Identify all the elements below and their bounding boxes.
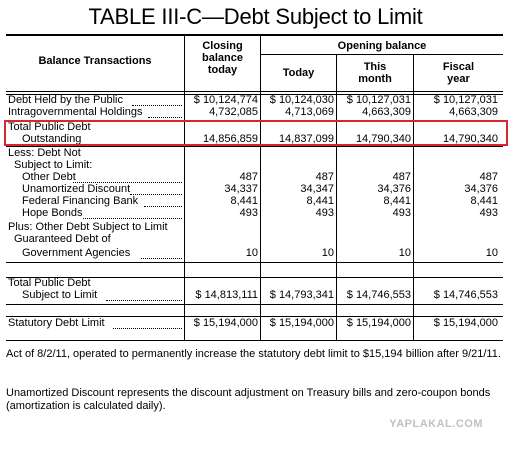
note-debt-limit: Act of 8/2/11, operated to permanently increase the statutory debt limit to $15,194 billion after 9/21/11. [6,348,501,360]
col-divider-3 [336,54,337,341]
header-today: Today [282,67,315,79]
row-value: 34,376 [377,183,411,195]
row-label: Statutory Debt Limit [8,317,105,329]
header-opening-balance: Opening balance [337,40,427,52]
note-unamortized-discount: Unamortized Discount represents the discount adjustment on Treasury bills and zero-coupon bonds (amortization is calculated daily). [6,387,491,412]
header-fiscal-line1: Fiscal [442,61,475,73]
row-label: Total Public Debt [8,277,91,289]
row-value: $ 14,813,111 [195,289,258,301]
row-label: Government Agencies [22,247,131,259]
table-bottom-border [6,340,503,341]
row-value: 14,790,340 [355,133,411,145]
highlight-box [4,120,508,146]
row-value: 34,347 [300,183,334,195]
row-value: 10 [321,247,334,259]
row-value: $ 15,194,000 [269,317,334,329]
row-value: 4,713,069 [285,106,334,118]
row-value: 8,441 [230,195,258,207]
row-value: 493 [239,207,258,219]
row-value: 4,663,309 [449,106,498,118]
row-value: $ 10,124,774 [193,94,258,106]
row-separator [6,304,503,305]
row-value: $ 10,127,031 [346,94,411,106]
row-label: Guaranteed Debt of [14,233,111,245]
row-label: Plus: Other Debt Subject to Limit [8,221,168,233]
row-value: 10 [245,247,258,259]
header-fiscal-year [414,61,503,85]
header-fiscal-line2: year [447,73,470,85]
header-closing-line3: today [207,64,238,76]
row-label: Federal Financing Bank [22,195,139,207]
header-this-month [337,61,413,85]
row-value: 4,663,309 [362,106,411,118]
col-divider-2 [260,34,261,341]
leader-dots [113,328,182,329]
row-label: Hope Bonds [22,207,83,219]
row-value: 493 [479,207,498,219]
row-value: 487 [479,171,498,183]
row-value: $ 15,194,000 [346,317,411,329]
row-value: 10 [485,247,498,259]
leader-dots [106,300,182,301]
row-value: $ 15,194,000 [433,317,498,329]
row-value: $ 14,746,553 [346,289,411,301]
leader-dots [144,206,182,207]
table-top-border [6,34,503,36]
row-value: 14,837,099 [278,133,334,145]
row-label: Subject to Limit [22,289,98,301]
row-value: 8,441 [383,195,411,207]
row-value: 487 [315,171,334,183]
row-value: $ 10,124,030 [269,94,334,106]
row-value: 487 [392,171,411,183]
row-value: 487 [239,171,258,183]
header-closing-line1: Closing [202,40,243,52]
col-divider-1 [184,34,185,341]
header-closing-line2: balance [202,52,243,64]
row-value: 14,790,340 [442,133,498,145]
leader-dots [141,258,182,259]
col-divider-4 [413,54,414,341]
row-value: 34,337 [224,183,258,195]
row-label: Intragovernmental Holdings [8,106,143,118]
row-value: 4,732,085 [209,106,258,118]
row-separator [6,262,503,263]
watermark-logo: YAPLAKAL.COM [389,418,483,430]
opening-balance-divider [260,54,503,55]
row-label: Outstanding [22,133,82,145]
row-value: 34,376 [464,183,498,195]
row-value: 493 [315,207,334,219]
table-title: TABLE III-C—Debt Subject to Limit [88,4,423,29]
row-label: Unamortized Discount [22,183,131,195]
row-value: 10 [398,247,411,259]
header-this-month-line1: This [363,61,387,73]
row-value: 8,441 [470,195,498,207]
row-label: Other Debt [22,171,76,183]
row-label: Total Public Debt [8,121,91,133]
row-value: $ 14,793,341 [269,289,334,301]
row-value: $ 14,746,553 [433,289,498,301]
leader-dots [148,117,182,118]
header-bottom-border [6,91,503,92]
row-label: Subject to Limit: [14,159,93,171]
row-value: 493 [392,207,411,219]
header-this-month-line2: month [358,73,392,85]
header-closing-balance [185,40,260,76]
leader-dots [83,218,182,219]
row-value: $ 15,194,000 [193,317,258,329]
row-label: Less: Debt Not [8,147,81,159]
row-label: Debt Held by the Public [8,94,123,106]
row-value: $ 10,127,031 [433,94,498,106]
row-value: 14,856,859 [202,133,258,145]
row-value: 8,441 [306,195,334,207]
header-balance-transactions: Balance Transactions [38,55,152,67]
